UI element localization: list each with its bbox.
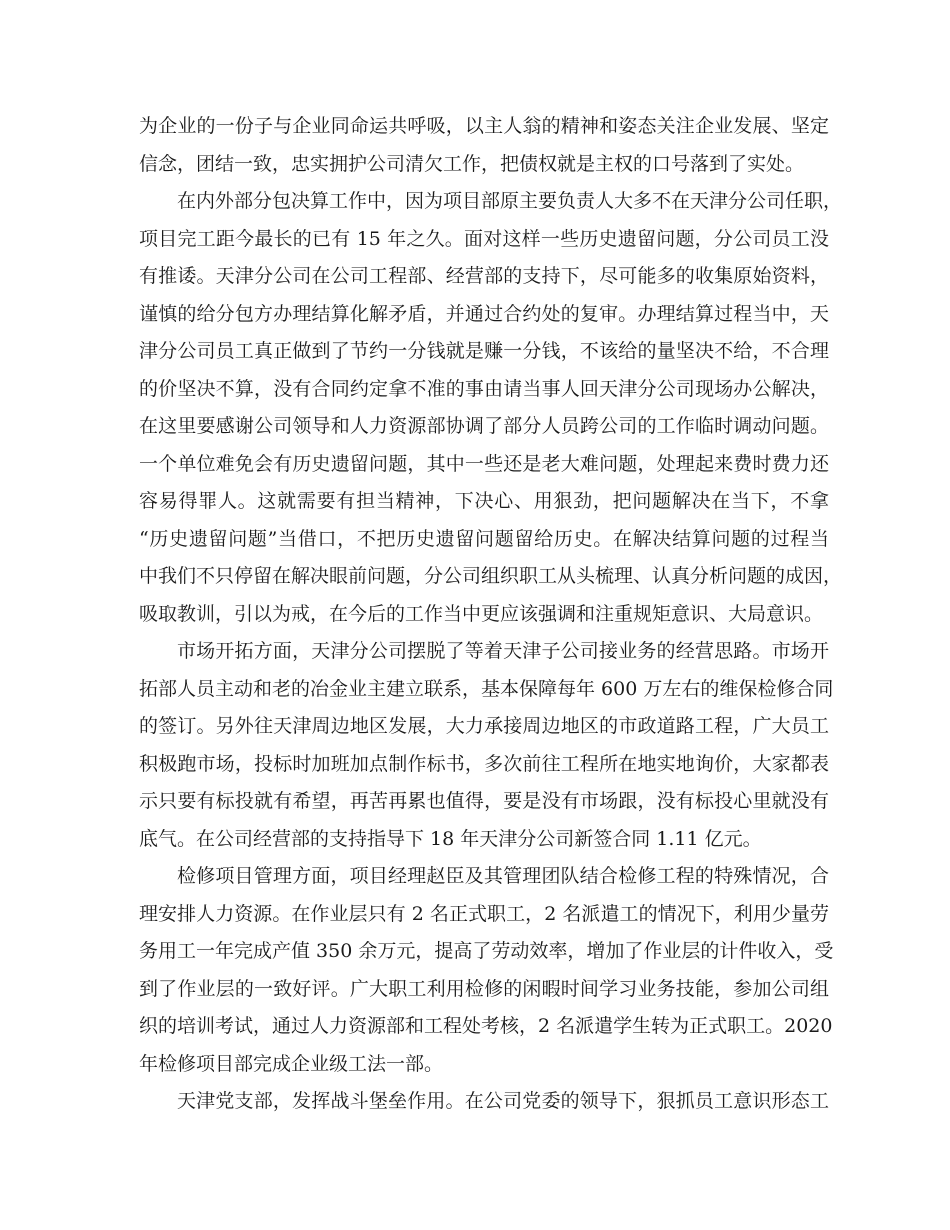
paragraph-first-line: 检修项目管理方面，项目经理赵臣及其管理团队结合检修工程的特殊情况，合 — [177, 865, 829, 887]
paragraph-first-line: 天津党支部，发挥战斗堡垒作用。在公司党委的领导下，狠抓员工意识形态工 — [177, 1090, 829, 1112]
text-line: 年检修项目部完成企业级工法一部。 — [139, 1052, 444, 1075]
paragraph-first-line: 在内外部分包决算工作中，因为项目部原主要负责人大多不在天津分公司任职， — [177, 190, 843, 212]
text-line: 理安排人力资源。在作业层只有 2 名正式职工，2 名派遣工的情况下，利用少量劳 — [139, 902, 829, 925]
text-line: 为企业的一份子与企业同命运共呼吸，以主人翁的精神和姿态关注企业发展、坚定 — [139, 115, 829, 137]
text-line: 织的培训考试，通过人力资源部和工程处考核，2 名派遣学生转为正式职工。2020 — [139, 1015, 833, 1037]
text-line: 拓部人员主动和老的冶金业主建立联系，基本保障每年 600 万左右的维保检修合同 — [139, 677, 834, 700]
text-line: 底气。在公司经营部的支持指导下 18 年天津分公司新签合同 1.11 亿元。 — [139, 827, 762, 850]
text-line: 容易得罪人。这就需要有担当精神，下决心、用狠劲，把问题解决在当下，不拿 — [139, 490, 829, 512]
text-line: 的签订。另外往天津周边地区发展，大力承接周边地区的市政道路工程，广大员工 — [139, 715, 829, 737]
text-line: 务用工一年完成产值 350 余万元，提高了劳动效率，增加了作业层的计件收入，受 — [139, 940, 834, 962]
text-line: “历史遗留问题”当借口，不把历史遗留问题留给历史。在解决结算问题的过程当 — [139, 527, 829, 550]
paragraph-first-line: 市场开拓方面，天津分公司摆脱了等着天津子公司接业务的经营思路。市场开 — [177, 640, 829, 662]
text-line: 在这里要感谢公司领导和人力资源部协调了部分人员跨公司的工作临时调动问题。 — [139, 415, 829, 437]
text-line: 到了作业层的一致好评。广大职工利用检修的闲暇时间学习业务技能，参加公司组 — [139, 977, 829, 1000]
text-line: 示只要有标投就有希望，再苦再累也值得，要是没有市场跟，没有标投心里就没有 — [139, 790, 829, 812]
text-line: 有推诿。天津分公司在公司工程部、经营部的支持下，尽可能多的收集原始资料， — [139, 265, 829, 287]
text-line: 的价坚决不算，没有合同约定拿不准的事由请当事人回天津分公司现场办公解决， — [139, 377, 829, 400]
text-line: 信念，团结一致，忠实拥护公司清欠工作，把债权就是主权的口号落到了实处。 — [139, 152, 805, 175]
text-line: 中我们不只停留在解决眼前问题，分公司组织职工从头梳理、认真分析问题的成因， — [139, 565, 843, 587]
text-line: 津分公司员工真正做到了节约一分钱就是赚一分钱，不该给的量坚决不给，不合理 — [139, 340, 829, 362]
text-line: 项目完工距今最长的已有 15 年之久。面对这样一些历史遗留问题，分公司员工没 — [139, 227, 829, 250]
document-body — [139, 108, 843, 1121]
text-line: 一个单位难免会有历史遗留问题，其中一些还是老大难问题，处理起来费时费力还 — [139, 452, 829, 475]
text-line: 积极跑市场，投标时加班加点制作标书，多次前往工程所在地实地询价，大家都表 — [139, 752, 829, 775]
text-line: 谨慎的给分包方办理结算化解矛盾，并通过合约处的复审。办理结算过程当中，天 — [139, 302, 829, 325]
text-line: 吸取教训，引以为戒，在今后的工作当中更应该强调和注重规矩意识、大局意识。 — [139, 602, 824, 625]
